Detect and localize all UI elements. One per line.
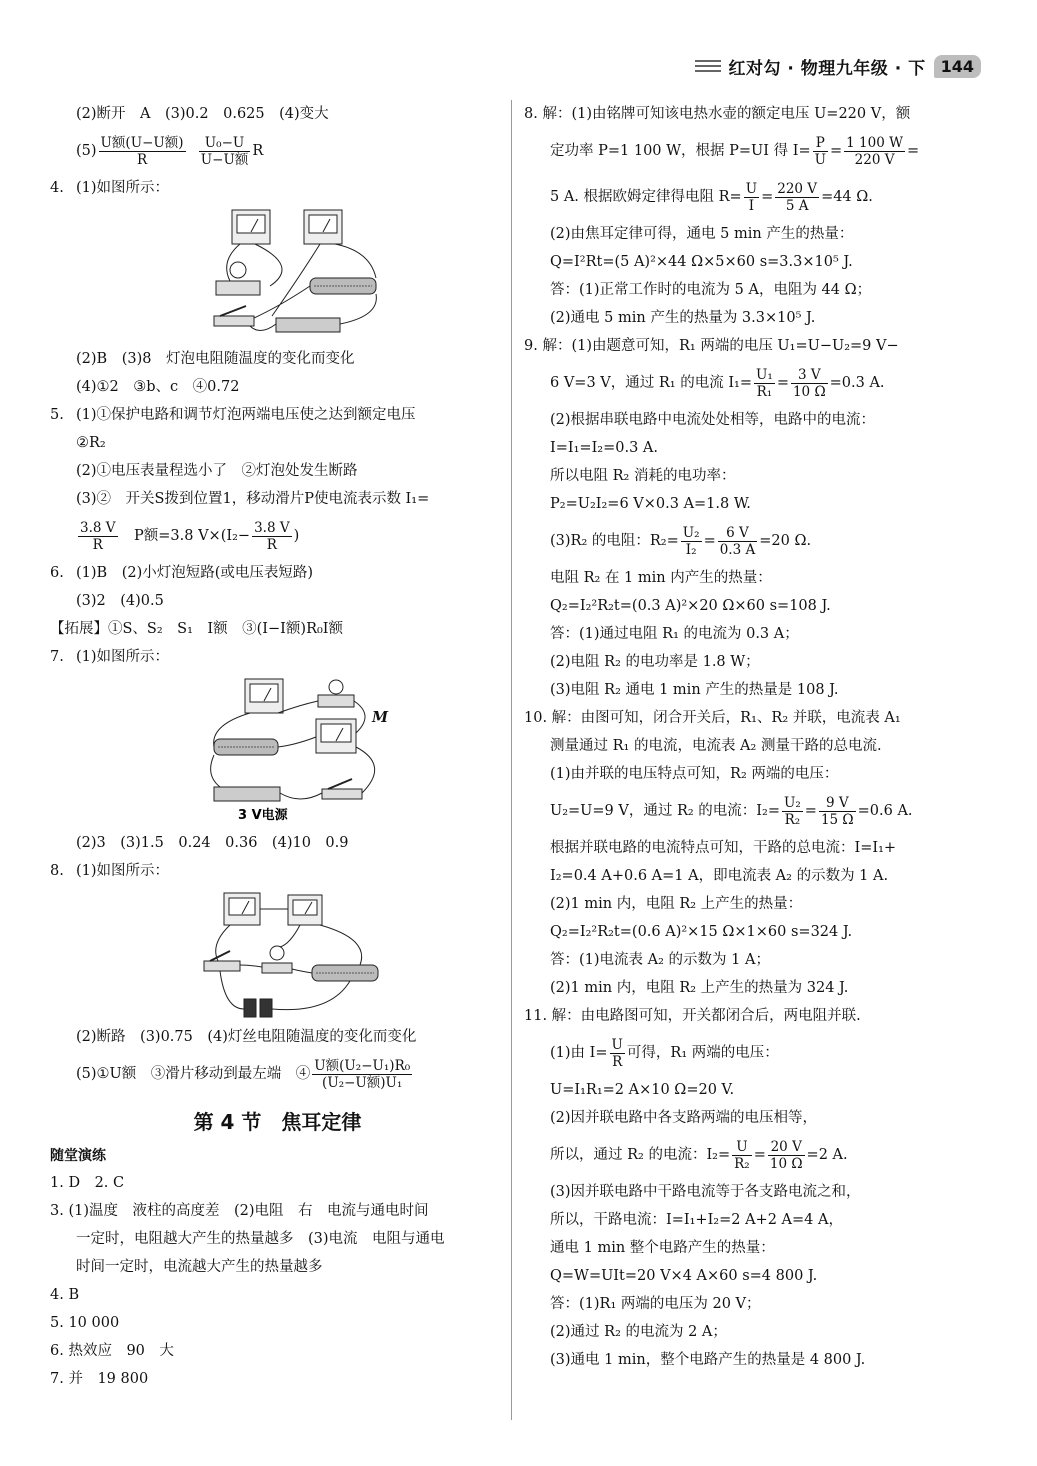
denominator: U−U额 <box>200 151 249 168</box>
text: (1)如图所示： <box>76 649 170 665</box>
solution-line <box>524 174 984 220</box>
subsection-title: 随堂演练 <box>50 1148 106 1164</box>
numerator: U额(U₂−U₁)R₀ <box>314 1057 411 1074</box>
figure-label-m: M <box>372 709 389 726</box>
solution-line: 答：(1)正常工作时的电流为 5 A，电阻为 44 Ω； <box>550 282 872 298</box>
question-line <box>50 857 505 885</box>
denominator: R₂ <box>734 1155 750 1172</box>
text: 可得，R₁ 两端的电压： <box>626 1045 779 1061</box>
fraction <box>754 367 775 400</box>
answer-line: (2)断开 A (3)0.2 0.625 (4)变大 <box>76 106 329 122</box>
solution-line <box>524 360 984 406</box>
answer-line: 一定时，电阻越大产生的热量越多 (3)电流 电阻与通电 <box>76 1231 445 1247</box>
solution-line: I=I₁=I₂=0.3 A. <box>550 440 659 456</box>
denominator: (U₂−U额)U₁ <box>322 1074 403 1091</box>
denominator: U <box>814 151 826 168</box>
right-column <box>524 100 984 1374</box>
page-number: 144 <box>934 55 981 78</box>
fraction <box>312 1058 412 1091</box>
solution-line: (2)1 min 内，电阻 R₂ 上产生的热量： <box>550 896 803 912</box>
solution-line: 所以，干路电流：I=I₁+I₂=2 A+2 A=4 A， <box>550 1212 843 1228</box>
solution-line: I₂=0.4 A+0.6 A=1 A，即电流表 A₂ 的示数为 1 A. <box>550 868 889 884</box>
answer-line: (2)3 (3)1.5 0.24 0.36 (4)10 0.9 <box>76 835 349 851</box>
solution-line: (2)由焦耳定律可得，通电 5 min 产生的热量： <box>550 226 854 242</box>
denominator: R₂ <box>784 811 801 828</box>
numerator: U₁ <box>756 366 773 383</box>
fraction <box>768 1139 805 1172</box>
fraction <box>718 525 758 558</box>
numerator: U₂ <box>682 524 700 541</box>
question-number: 8. <box>50 863 64 879</box>
circuit-figure-q4 <box>50 206 505 341</box>
solution-line: (3)通电 1 min，整个电路产生的热量是 4 800 J. <box>550 1352 866 1368</box>
solution-line: 答：(1)通过电阻 R₁ 的电流为 0.3 A； <box>550 626 799 642</box>
fraction <box>199 135 251 168</box>
answer-line <box>50 128 505 174</box>
solution-line: Q=W=UIt=20 V×4 A×60 s=4 800 J. <box>550 1268 818 1284</box>
extension-line: 【拓展】①S、S₂ S₁ I额 ③(I−I额)R₀I额 <box>50 621 344 637</box>
text: = <box>804 803 817 819</box>
numerator: U <box>745 180 758 197</box>
text: =0.6 A. <box>857 803 913 819</box>
answer-line: 3. (1)温度 液柱的高度差 (2)电阻 右 电流与通电时间 <box>50 1203 429 1219</box>
numerator: P <box>813 135 828 152</box>
solution-line: U=I₁R₁=2 A×10 Ω=20 V. <box>550 1082 735 1098</box>
solution-line: (2)1 min 内，电阻 R₂ 上产生的热量为 324 J. <box>550 980 849 996</box>
left-column <box>50 100 505 1393</box>
question-number: 4. <box>50 180 64 196</box>
solution-line: 通电 1 min 整个电路产生的热量： <box>550 1240 775 1256</box>
text: = <box>761 189 774 205</box>
denominator: R <box>612 1053 623 1070</box>
solution-line: (2)因并联电路中各支路两端的电压相等， <box>550 1110 818 1126</box>
text: = <box>906 143 920 159</box>
denominator: R <box>92 536 103 553</box>
solution-line: (3)因并联电路中干路电流等于各支路电流之和， <box>550 1184 861 1200</box>
fraction <box>732 1139 752 1172</box>
text: R <box>252 143 264 159</box>
text: (1)由 I= <box>550 1045 608 1061</box>
answer-line: 时间一定时，电流越大产生的热量越多 <box>76 1259 323 1275</box>
fraction <box>775 181 819 214</box>
circuit-figure-q8 <box>50 889 505 1019</box>
denominator: R <box>266 536 277 553</box>
question-line <box>50 174 505 202</box>
text: U₂=U=9 V，通过 R₂ 的电流：I₂= <box>550 803 780 819</box>
numerator: 3 V <box>791 367 828 384</box>
text: = <box>776 375 789 391</box>
answer-line: (2)断路 (3)0.75 (4)灯丝电阻随温度的变化而变化 <box>76 1029 417 1045</box>
denominator: R <box>136 151 148 168</box>
question-number: 6. <box>50 565 64 581</box>
numerator: U额(U−U额) <box>100 134 184 151</box>
fraction <box>844 135 905 168</box>
answer-line <box>50 513 505 559</box>
text: 定功率 P=1 100 W，根据 P=UI 得 I= <box>550 143 811 159</box>
solution-line: Q₂=I₂²R₂t=(0.6 A)²×15 Ω×1×60 s=324 J. <box>550 924 853 940</box>
book-title: 红对勾 · 物理九年级 · 下 <box>728 58 926 79</box>
denominator: R₁ <box>756 383 773 400</box>
numerator: 3.8 V <box>80 519 116 536</box>
section-title: 第 4 节 焦耳定律 <box>193 1110 362 1134</box>
text: (5) <box>76 143 97 159</box>
solution-line: 11. 解：由电路图可知，开关都闭合后，两电阻并联. <box>524 1008 861 1024</box>
solution-line: (3)电阻 R₂ 通电 1 min 产生的热量是 108 J. <box>550 682 839 698</box>
fraction <box>610 1037 625 1070</box>
solution-line: P₂=U₂I₂=6 V×0.3 A=1.8 W. <box>550 496 751 512</box>
solution-line: (2)电阻 R₂ 的电功率是 1.8 W； <box>550 654 760 670</box>
fraction <box>99 135 186 168</box>
solution-line: 电阻 R₂ 在 1 min 内产生的热量： <box>550 570 772 586</box>
solution-line: (2)通电 5 min 产生的热量为 3.3×10⁵ J. <box>550 310 816 326</box>
solution-line: 答：(1)电流表 A₂ 的示数为 1 A； <box>550 952 770 968</box>
text: = <box>703 533 716 549</box>
text: = <box>830 143 843 159</box>
numerator: U <box>732 1139 752 1156</box>
solution-line: 答：(1)R₁ 两端的电压为 20 V； <box>550 1296 761 1312</box>
denominator: I <box>748 197 755 214</box>
solution-line: 9. 解：(1)由题意可知，R₁ 两端的电压 U₁=U−U₂=9 V− <box>524 338 899 354</box>
numerator: 9 V <box>819 795 856 812</box>
solution-line: (2)根据串联电路中电流处处相等，电路中的电流： <box>550 412 876 428</box>
text: (3)R₂ 的电阻：R₂= <box>550 533 679 549</box>
answer-line: 6. 热效应 90 大 <box>50 1343 174 1359</box>
fraction <box>252 520 292 553</box>
text: =0.3 A. <box>829 375 885 391</box>
solution-line: 根据并联电路的电流特点可知，干路的总电流：I=I₁+ <box>550 840 897 856</box>
solution-line <box>524 518 984 564</box>
denominator: 5 A <box>785 197 809 214</box>
answer-line <box>50 1051 505 1097</box>
fraction <box>782 795 803 828</box>
solution-line <box>524 788 984 834</box>
page-header <box>695 52 982 80</box>
answer-line: ②R₂ <box>76 435 106 451</box>
answer-line: (4)①2 ③b、c ④0.72 <box>76 379 240 395</box>
question-number: 7. <box>50 649 64 665</box>
solution-line: 10. 解：由图可知，闭合开关后，R₁、R₂ 并联，电流表 A₁ <box>524 710 901 726</box>
numerator: 1 100 W <box>846 134 903 151</box>
answer-line: 4. B <box>50 1287 80 1303</box>
text: (1)如图所示： <box>76 863 170 879</box>
numerator: U₂ <box>784 794 801 811</box>
solution-line: Q₂=I₂²R₂t=(0.3 A)²×20 Ω×60 s=108 J. <box>550 598 831 614</box>
fraction <box>819 795 856 828</box>
denominator: 220 V <box>854 151 895 168</box>
header-decoration-icon <box>695 60 721 72</box>
answer-line: 7. 并 19 800 <box>50 1371 149 1387</box>
solution-line: 测量通过 R₁ 的电流，电流表 A₂ 测量干路的总电流. <box>550 738 882 754</box>
fraction <box>791 367 828 400</box>
fraction <box>681 525 702 558</box>
question-line <box>50 643 505 671</box>
denominator: 0.3 A <box>719 541 756 558</box>
numerator: U <box>611 1036 623 1053</box>
numerator: 20 V <box>768 1139 805 1156</box>
denominator: 15 Ω <box>820 811 854 828</box>
text: P额=3.8 V×(I₂− <box>119 528 251 544</box>
text: =20 Ω. <box>759 533 812 549</box>
solution-line: 8. 解：(1)由铭牌可知该电热水壶的额定电压 U=220 V，额 <box>524 106 911 122</box>
text: 所以，通过 R₂ 的电流：I₂= <box>550 1147 731 1163</box>
text: (1)B (2)小灯泡短路(或电压表短路) <box>76 565 314 581</box>
solution-line <box>524 128 984 174</box>
denominator: 10 Ω <box>792 383 826 400</box>
answer-line: (3)② 开关S拨到位置1，移动滑片P使电流表示数 I₁= <box>76 491 430 507</box>
answer-line: (2)①电压表量程选小了 ②灯泡处发生断路 <box>76 463 358 479</box>
numerator: 3.8 V <box>254 519 290 536</box>
column-divider <box>511 100 512 1420</box>
solution-line: 所以电阻 R₂ 消耗的电功率： <box>550 468 736 484</box>
text: 5 A. 根据欧姆定律得电阻 R= <box>550 189 742 205</box>
fraction <box>813 135 828 168</box>
text: ) <box>293 528 300 544</box>
solution-line <box>524 1132 984 1178</box>
circuit-figure-q7 <box>50 675 505 825</box>
answer-line: 1. D 2. C <box>50 1175 125 1191</box>
denominator: 10 Ω <box>769 1155 803 1172</box>
figure-caption: 3 V电源 <box>238 808 288 823</box>
text: =2 A. <box>806 1147 848 1163</box>
text: (1)如图所示： <box>76 180 170 196</box>
solution-line: (2)通过 R₂ 的电流为 2 A； <box>550 1324 727 1340</box>
question-line <box>50 559 505 587</box>
fraction <box>744 181 759 214</box>
text: =44 Ω. <box>821 189 873 205</box>
solution-line <box>524 1030 984 1076</box>
answer-line: (3)2 (4)0.5 <box>76 593 164 609</box>
numerator: 220 V <box>777 180 818 197</box>
answer-line: 5. 10 000 <box>50 1315 120 1331</box>
fraction <box>78 520 118 553</box>
numerator: U₀−U <box>199 135 251 152</box>
solution-line: (1)由并联的电压特点可知，R₂ 两端的电压： <box>550 766 839 782</box>
question-number: 5. <box>50 407 64 423</box>
question-line <box>50 401 505 429</box>
text: 6 V=3 V，通过 R₁ 的电流 I₁= <box>550 375 753 391</box>
solution-line: Q=I²Rt=(5 A)²×44 Ω×5×60 s=3.3×10⁵ J. <box>550 254 853 270</box>
denominator: I₂ <box>685 541 697 558</box>
text: (5)①U额 ③滑片移动到最左端 ④ <box>76 1066 311 1082</box>
text: = <box>753 1147 766 1163</box>
answer-line: (2)B (3)8 灯泡电阻随温度的变化而变化 <box>76 351 355 367</box>
numerator: 6 V <box>718 525 758 542</box>
text: (1)①保护电路和调节灯泡两端电压使之达到额定电压 <box>76 407 416 423</box>
